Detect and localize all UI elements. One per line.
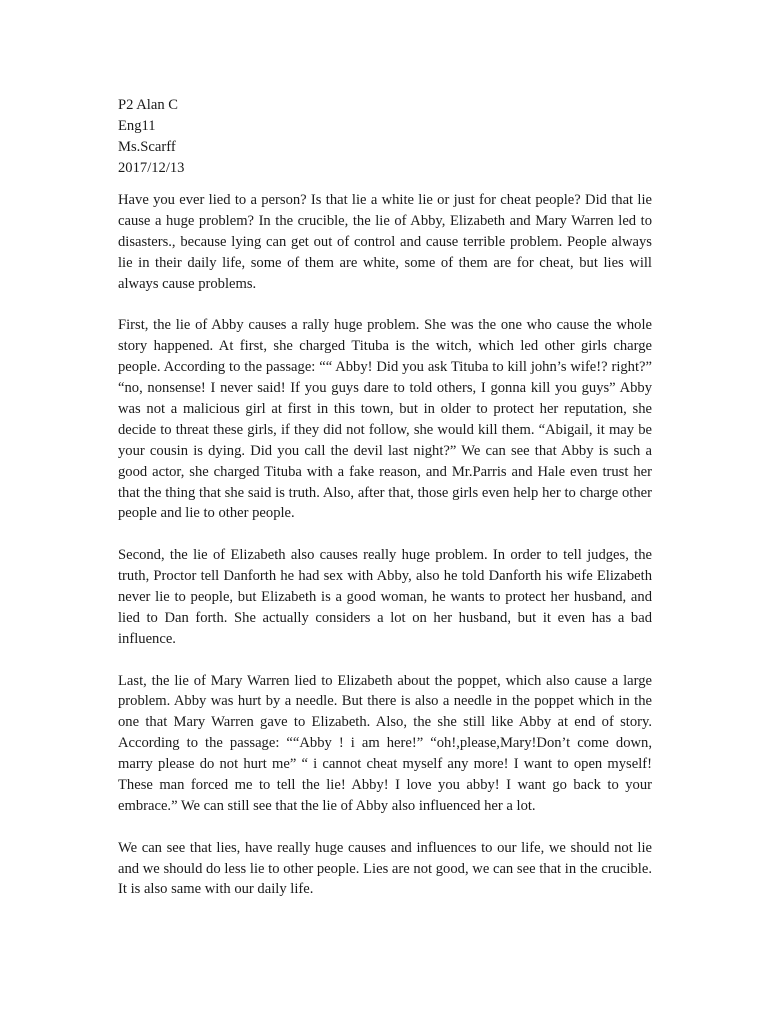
paragraph-conclusion: We can see that lies, have really huge causes and influences to our life, we should not lie and we should do less lie to other people. Lies are not good, we can see that in the crucible. It is also same with our daily life.: [118, 839, 652, 898]
paragraph-elizabeth: Second, the lie of Elizabeth also causes really huge problem. In order to tell judges, the truth, Proctor tell Danforth he had sex with Abby, also he told Danforth his wife Elizabeth never lie to people, but Elizabeth is a good woman, he wants to protect her husband, and lied to Dan forth. She actually considers a lot on her husband, but it even has a bad influence.: [118, 547, 652, 647]
teacher-name: Ms.Scarff: [118, 138, 176, 155]
essay-date: 2017/12/13: [118, 159, 185, 176]
essay-header: [118, 95, 658, 179]
paragraph-introduction: Have you ever lied to a person? Is that lie a white lie or just for cheat people? Did that lie cause a huge problem? In the crucible, the lie of Abby, Elizabeth and Mary Warren led to disasters., because lying can get out of control and cause terrible problem. People always lie in their daily life, some of them are white, some of them are for cheat, but lies will always cause problems.: [118, 192, 652, 292]
paragraph-mary-warren: Last, the lie of Mary Warren lied to Elizabeth about the poppet, which also cause a large problem. Abby was hurt by a needle. But there is also a needle in the poppet which in the one that Mary Warren gave to Elizabeth. Also, the she still like Abby at end of story. According to the passage: ““Abby ! i am here!” “oh!,please,Mary!Don’t come down, marry please do not hurt me” “ i cannot cheat myself any more! I want to open myself! These man forced me to tell the lie! Abby! I love you abby! I want go back to your embrace.” We can still see that the lie of Abby also influenced her a lot.: [118, 672, 652, 814]
student-name: P2 Alan C: [118, 97, 179, 113]
paragraph-abby: First, the lie of Abby causes a rally huge problem. She was the one who cause the whole story happened. At first, she charged Tituba is the witch, which led other girls charge people. According to the passage: ““ Abby! Did you ask Tituba to kill john’s wife!? right?” “no, nonsense! I never said! If you guys dare to told others, I gonna kill you guys” Abby was not a malicious girl at first in this town, but in older to protect her reputation, she decide to threat these girls, if they did not follow, she would kill them. “Abigail, it may be your cousin is dying. Did you call the devil last night?” We can see that Abby is such a good actor, she charged Tituba with a fake reason, and Mr.Parris and Hale even trust her that the thing that she said is truth. Also, after that, those girls even help her to charge other people and lie to other people.: [118, 317, 652, 522]
course-name: Eng11: [118, 117, 156, 134]
essay-body: [118, 190, 652, 921]
